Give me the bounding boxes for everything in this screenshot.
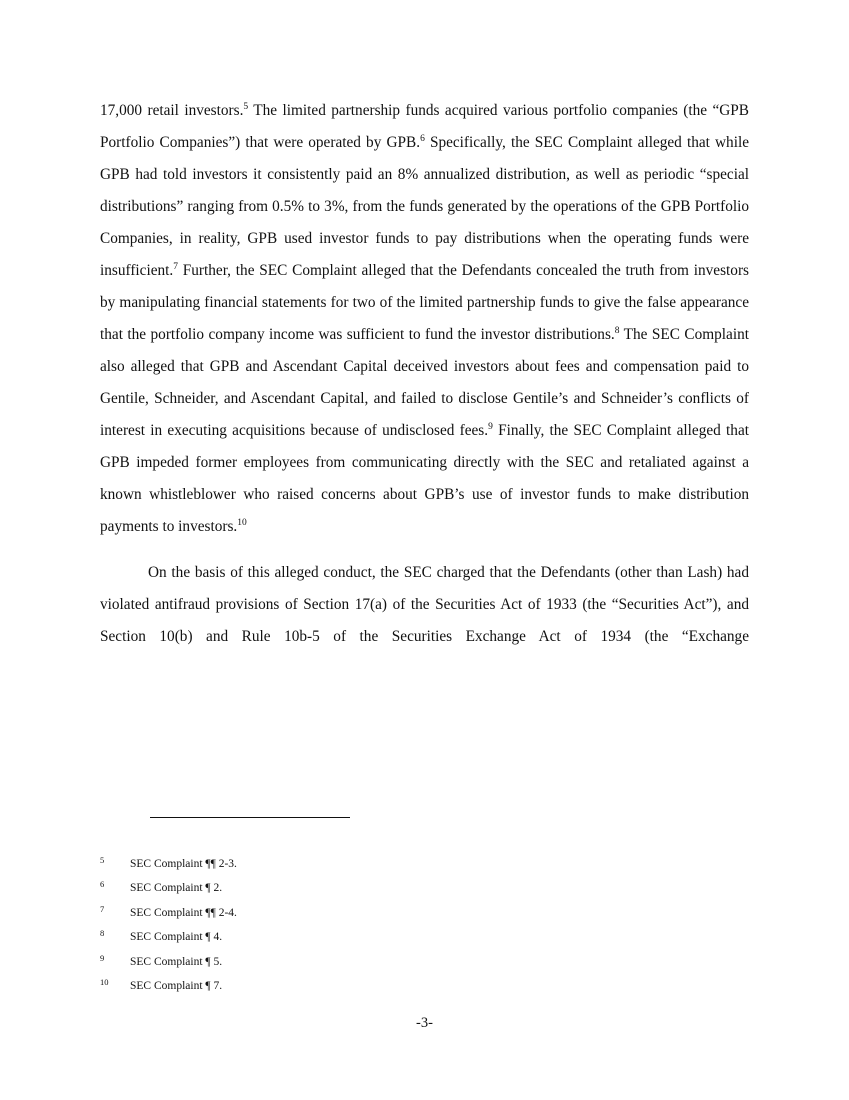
- footnote-ref-9[interactable]: 9: [488, 422, 493, 432]
- text-run: The SEC Complaint also alleged that GPB and Ascendant Capital deceived investors about fees and compensation paid to Gentile, Schneider, and Ascendant Capital, and failed to disclose Gentile’s and Schneider’s conflicts of interest in executing acquisitions because of undisclosed fees.: [100, 326, 749, 439]
- footnote-item: [100, 925, 749, 949]
- body-text: [100, 95, 749, 653]
- paragraph-1: [100, 95, 749, 543]
- footnote-number: 7: [100, 903, 105, 914]
- footnote-text: SEC Complaint ¶ 5.: [130, 955, 223, 968]
- text-run: Further, the SEC Complaint alleged that the Defendants concealed the truth from investors by manipulating financial statements for two of the limited partnership funds to give the false appearance that the portfolio company income was sufficient to fund the investor distributions.: [100, 262, 749, 343]
- footnote-item: [100, 876, 749, 900]
- footnote-text: SEC Complaint ¶ 7.: [130, 980, 223, 993]
- footnote-text: SEC Complaint ¶ 2.: [130, 882, 223, 895]
- footnote-separator: [150, 817, 350, 818]
- footnote-ref-6[interactable]: 6: [420, 134, 425, 144]
- paragraph-spacer: [100, 543, 749, 557]
- footnote-item: [100, 974, 749, 998]
- footnote-item: [100, 901, 749, 925]
- footnote-number: 9: [100, 952, 105, 963]
- text-run: The limited partnership funds acquired various portfolio companies (the “GPB Portfolio Companies”) that were operated by GPB.: [100, 102, 750, 151]
- footnote-number: 5: [100, 855, 105, 865]
- text-run: 17,000 retail investors.: [100, 102, 244, 119]
- footnote-ref-5[interactable]: 5: [243, 102, 249, 112]
- footnote-number: 10: [100, 977, 109, 988]
- footnote-ref-10[interactable]: 10: [237, 518, 247, 528]
- page-number: -3-: [416, 1015, 433, 1031]
- footnote-number: 8: [100, 928, 105, 939]
- text-run: Specifically, the SEC Complaint alleged that while GPB had told investors it consistently paid an 8% annualized distribution, as well as periodic “special distributions” ranging from 0.5% to 3%, from the funds generated by the operations of the GPB Portfolio Companies, in reality, GPB used investor funds to pay distributions when the operating funds were insufficient.: [100, 134, 749, 279]
- footnote-text: SEC Complaint ¶¶ 2-4.: [130, 906, 237, 919]
- footnote-text: SEC Complaint ¶¶ 2-3.: [130, 858, 237, 870]
- footnote-item: [100, 950, 749, 974]
- footnote-ref-7[interactable]: 7: [173, 262, 178, 272]
- text-run: Finally, the SEC Complaint alleged that GPB impeded former employees from communicating directly with the SEC and retaliated against a known whistleblower who raised concerns about GPB’s use of investor funds to make distribution payments to investors.: [100, 422, 749, 535]
- footnote-text: SEC Complaint ¶ 4.: [130, 931, 223, 944]
- paragraph-2: On the basis of this alleged conduct, the SEC charged that the Defendants (other than Lash) had violated antifraud provisions of Section 17(a) of the Securities Act of 1933 (the “Securities Act”), and Section 10(b) and Rule 10b-5 of the Securities Exchange Act of 1934 (the “Exchange: [100, 564, 749, 645]
- footnote-ref-8[interactable]: 8: [614, 326, 620, 336]
- footnotes-list: [100, 852, 749, 998]
- footnote-number: 6: [100, 879, 105, 890]
- footnote-item: [100, 852, 749, 876]
